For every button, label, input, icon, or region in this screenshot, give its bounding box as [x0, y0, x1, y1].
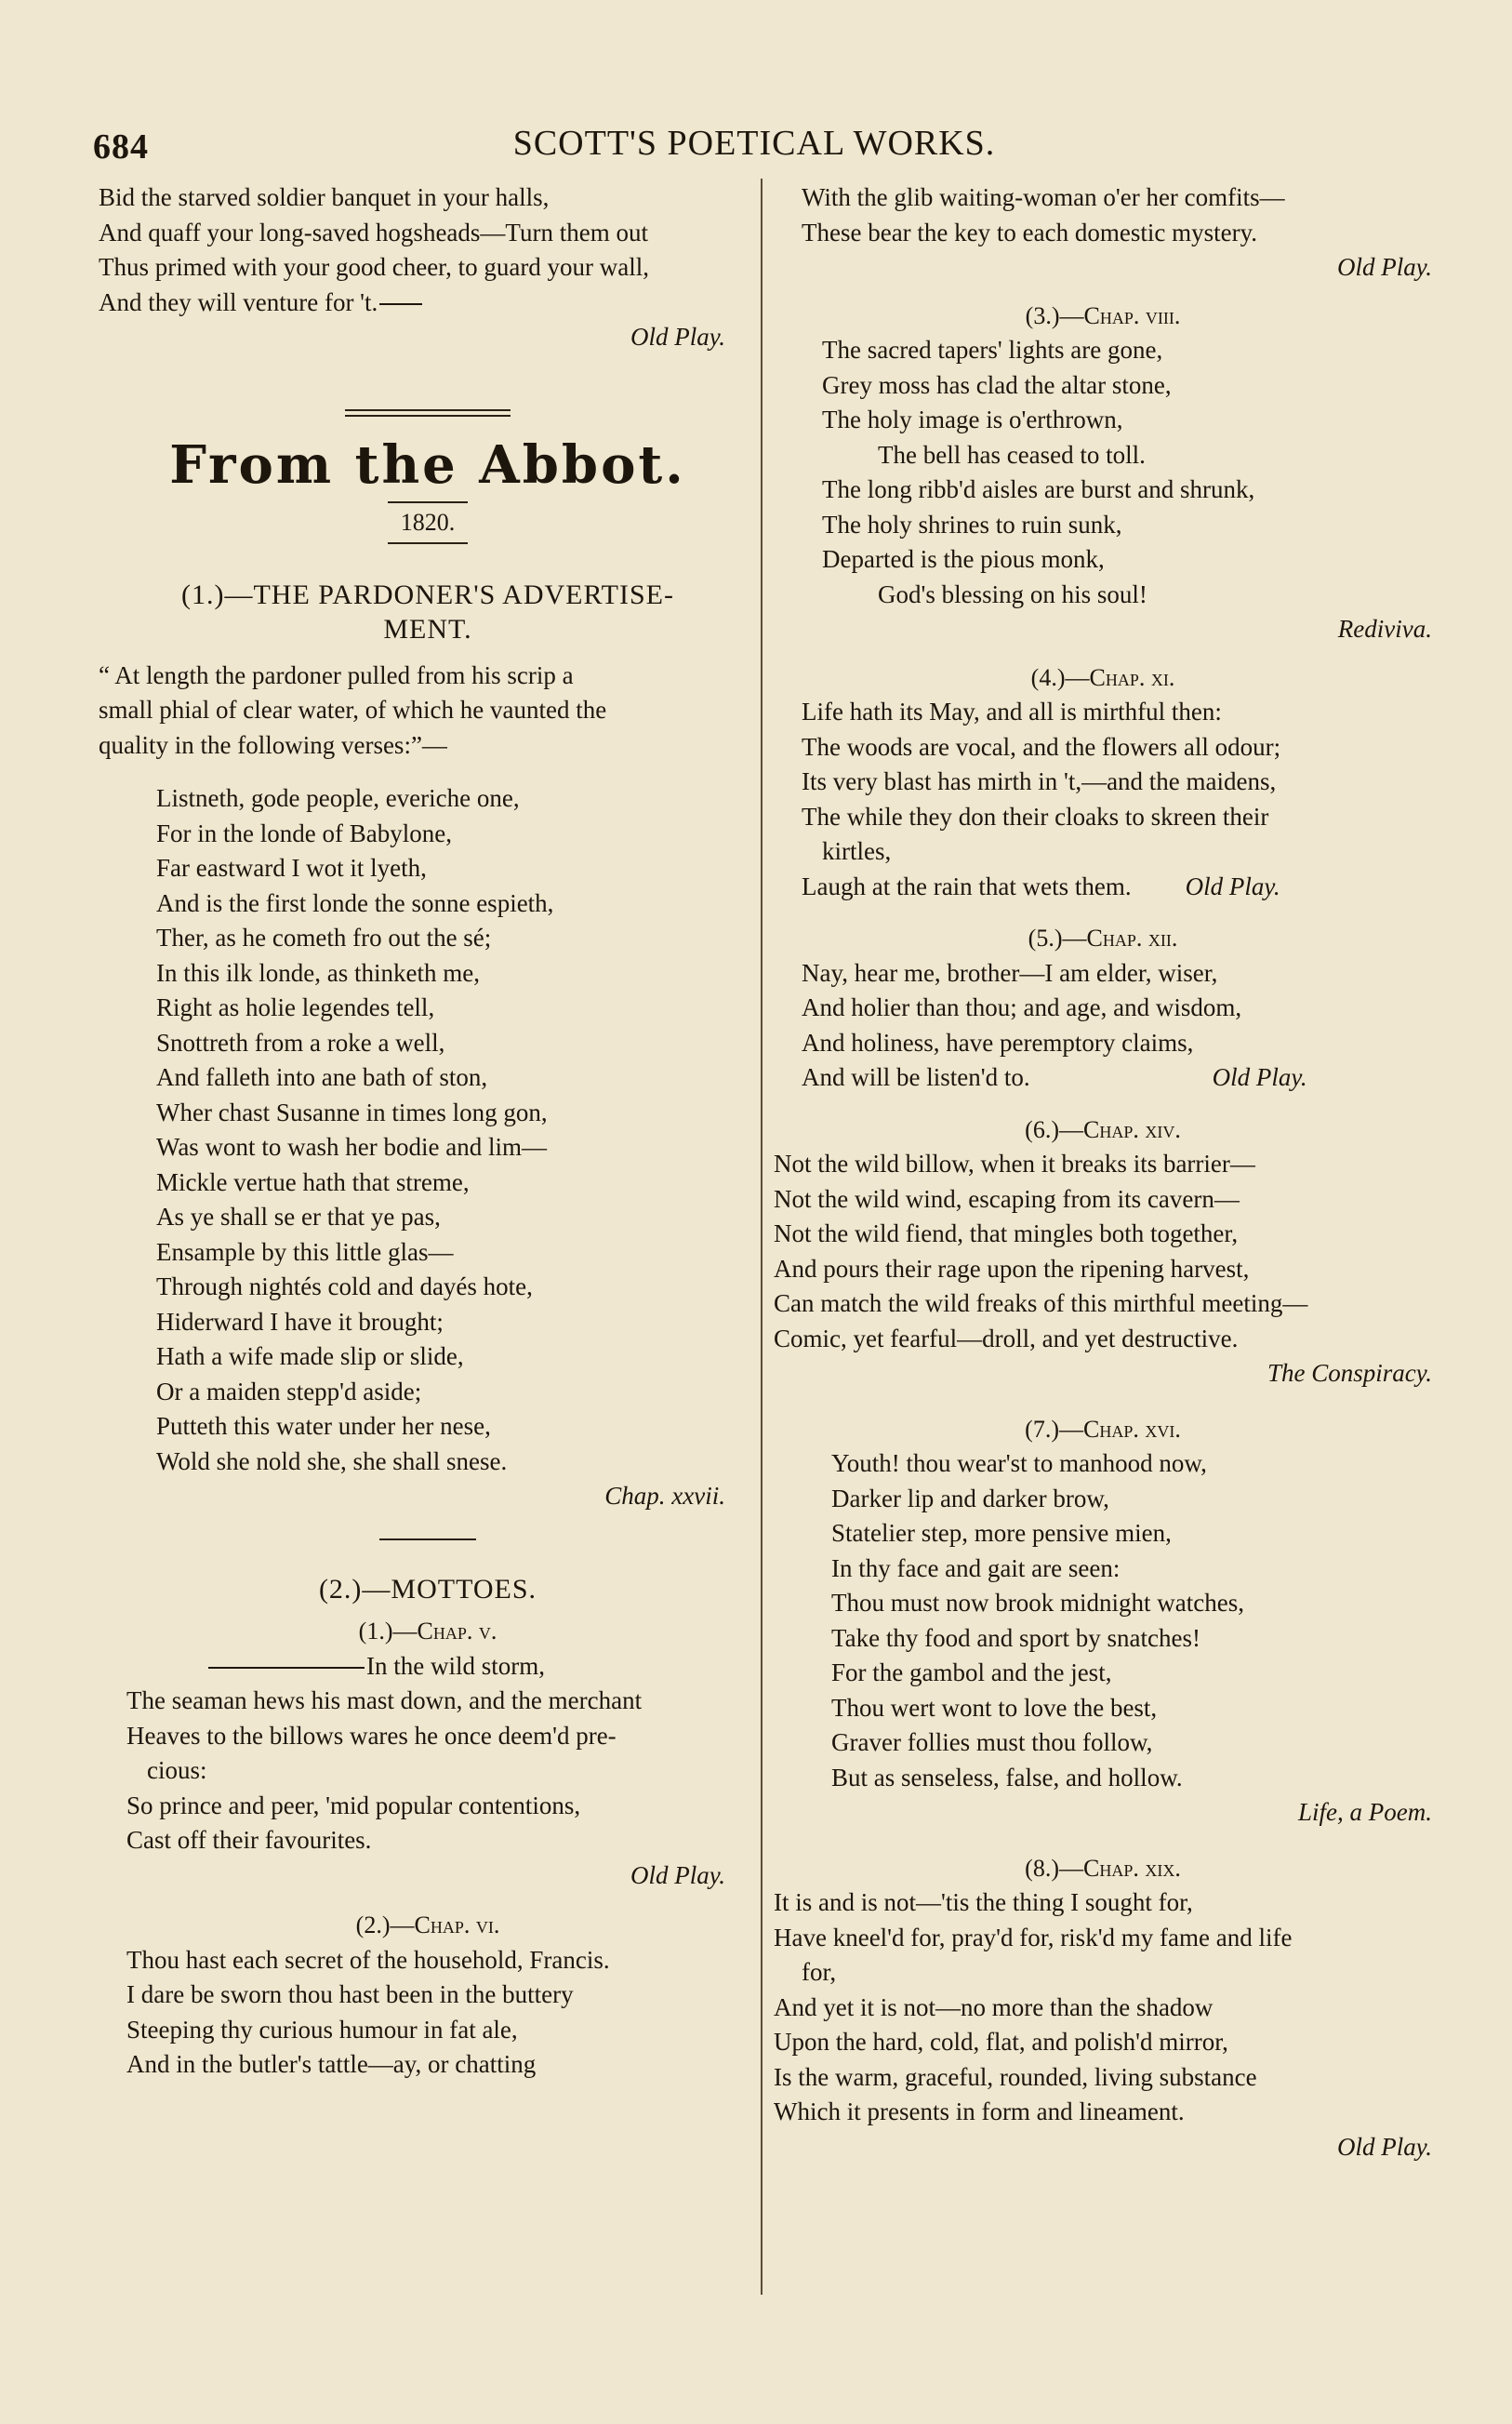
verse-line: These bear the key to each domestic mystery. [802, 218, 1258, 246]
verse-line: The long ribb'd aisles are burst and shrunk, [822, 475, 1255, 503]
verse-line: Cast off their favourites. [126, 1826, 372, 1854]
verse-line: And is the first londe the sonne espieth, [156, 888, 554, 917]
verse-line [774, 870, 1432, 905]
verse-line: And in the butler's tattle—ay, or chatting [126, 2050, 537, 2078]
verse-line: Have kneel'd for, pray'd for, risk'd my fame and life [774, 1923, 1293, 1951]
verse-line: The while they don their cloaks to skreen their [802, 802, 1269, 831]
verse-line: for, [802, 1958, 837, 1986]
verse-line: Graver follies must thou follow, [831, 1728, 1153, 1756]
verse-text: Laugh at the rain that wets them. [802, 872, 1132, 900]
verse-line: Grey moss has clad the altar stone, [822, 370, 1172, 399]
source-attribution: The Conspiracy. [1267, 1359, 1432, 1387]
verse-line: Snottreth from a roke a well, [156, 1028, 445, 1057]
source-attribution: Old Play. [1212, 1063, 1307, 1091]
running-title: SCOTT'S POETICAL WORKS. [512, 124, 996, 163]
prose-line: “ At length the pardoner pulled from his scrip a [99, 660, 574, 689]
verse-line: It is and is not—'tis the thing I sought for, [774, 1888, 1193, 1916]
pardoner-heading: (1.)—THE PARDONER'S ADVERTISE- [180, 579, 674, 610]
verse-line: And yet it is not—no more than the shadow [774, 1992, 1214, 2021]
motto-label [774, 1412, 1432, 1447]
motto-label [99, 1614, 757, 1649]
verse-line: And quaff your long-saved hogsheads—Turn them out [99, 218, 648, 246]
source-attribution: Life, a Poem. [1298, 1798, 1432, 1826]
verse-line: Which it presents in form and lineament. [774, 2098, 1185, 2125]
verse-line: God's blessing on his soul! [878, 579, 1147, 608]
verse-line: The bell has ceased to toll. [878, 440, 1146, 469]
verse-line: And holier than thou; and age, and wisdom, [802, 993, 1242, 1021]
verse-line: The woods are vocal, and the flowers all odour; [802, 732, 1281, 761]
source-attribution: Chap. xxvii. [604, 1482, 725, 1510]
verse-line: Statelier step, more pensive mien, [831, 1519, 1172, 1547]
running-header [89, 123, 1419, 167]
verse-line: Not the wild wind, escaping from its cavern— [774, 1184, 1240, 1213]
verse-line: Putteth this water under her nese, [156, 1412, 491, 1440]
verse-line: Not the wild fiend, that mingles both together, [774, 1219, 1239, 1247]
mottoes-heading: (2.)—MOTTOES. [318, 1573, 537, 1605]
year-text: 1820. [388, 501, 469, 544]
motto-label-text: (1.)—Chap. v. [358, 1618, 497, 1645]
verse-line: Was wont to wash her bodie and lim— [156, 1133, 548, 1161]
left-column [99, 180, 757, 2083]
source-attribution: Old Play. [1185, 872, 1280, 900]
motto-label-text: (5.)—Chap. xii. [1028, 925, 1178, 952]
verse-line: Upon the hard, cold, flat, and polish'd mirror, [774, 2028, 1228, 2056]
verse-line: Or a maiden stepp'd aside; [156, 1377, 422, 1405]
verse-line: Ensample by this little glas— [156, 1237, 454, 1266]
verse-line: Ther, as he cometh fro out the sé; [156, 924, 492, 952]
verse-line: And pours their rage upon the ripening harvest, [774, 1254, 1250, 1283]
verse-line: Thou hast each secret of the household, Francis. [126, 1945, 610, 1974]
column-divider [761, 179, 763, 2295]
verse-line: Not the wild billow, when it breaks its barrier— [774, 1150, 1255, 1178]
verse-text: In the wild storm, [366, 1651, 545, 1680]
motto-label [774, 921, 1432, 956]
verse-line: Its very blast has mirth in 't,—and the maidens, [802, 767, 1277, 795]
motto-label-text: (7.)—Chap. xvi. [1025, 1415, 1181, 1443]
verse-line: Take thy food and sport by snatches! [831, 1623, 1201, 1652]
verse-line: Hiderward I have it brought; [156, 1307, 444, 1336]
verse-line: Bid the starved soldier banquet in your halls, [99, 183, 550, 211]
verse-line: The sacred tapers' lights are gone, [822, 336, 1163, 364]
verse-line: Mickle vertue hath that streme, [156, 1167, 470, 1196]
verse-line: In thy face and gait are seen: [831, 1553, 1121, 1582]
verse-line: Thou must now brook midnight watches, [831, 1589, 1244, 1617]
pardoner-heading-cont: MENT. [383, 614, 472, 645]
verse-line: In this ilk londe, as thinketh me, [156, 958, 480, 987]
source-attribution: Old Play. [630, 323, 725, 351]
prose-line: small phial of clear water, of which he vaunted the [99, 696, 607, 724]
verse-line: Heaves to the billows wares he once deem'd pre- [126, 1721, 617, 1750]
verse-line: For in the londe of Babylone, [156, 819, 452, 847]
verse-line: But as senseless, false, and hollow. [831, 1763, 1183, 1791]
motto-label [774, 1851, 1432, 1886]
verse-line: cious: [147, 1756, 207, 1784]
verse-line: Youth! thou wear'st to manhood now, [831, 1449, 1207, 1477]
verse-line: Listneth, gode people, everiche one, [156, 784, 520, 812]
verse-line [99, 1649, 757, 1685]
verse-line: For the gambol and the jest, [831, 1658, 1112, 1686]
verse-line: Hath a wife made slip or slide, [156, 1342, 464, 1370]
year-label [99, 501, 757, 544]
verse-text: And they will venture for 't. [99, 287, 378, 316]
verse-line: Darker lip and darker brow, [831, 1484, 1109, 1512]
verse-line: Life hath its May, and all is mirthful then: [802, 698, 1222, 726]
verse-line: Through nightés cold and dayés hote, [156, 1272, 533, 1300]
lead-dash [208, 1667, 365, 1669]
verse-line: Nay, hear me, brother—I am elder, wiser, [802, 958, 1218, 987]
verse-line: Right as holie legendes tell, [156, 993, 435, 1021]
right-column [774, 180, 1432, 2164]
verse-line [99, 286, 757, 321]
verse-line: The holy shrines to ruin sunk, [822, 510, 1122, 539]
verse-line: Departed is the pious monk, [822, 545, 1105, 573]
motto-label-text: (2.)—Chap. vi. [355, 1911, 500, 1938]
verse-line: Comic, yet fearful—droll, and yet destructive. [774, 1324, 1239, 1352]
motto-label-text: (8.)—Chap. xix. [1025, 1854, 1181, 1882]
verse-line [774, 1060, 1432, 1096]
verse-line: Wold she nold she, she shall snese. [156, 1446, 508, 1475]
section-title: From the Abbot. [169, 433, 686, 496]
verse-line: And falleth into ane bath of ston, [156, 1063, 488, 1091]
source-attribution: Rediviva. [1337, 615, 1432, 643]
section-rule [345, 415, 511, 417]
source-attribution: Old Play. [1337, 2132, 1432, 2161]
source-attribution: Old Play. [1337, 253, 1432, 281]
motto-label-text: (3.)—Chap. viii. [1025, 301, 1181, 329]
verse-line: Is the warm, graceful, rounded, living substance [774, 2062, 1257, 2091]
verse-line: Far eastward I wot it lyeth, [156, 854, 427, 882]
motto-label [774, 1112, 1432, 1148]
verse-line: Thou wert wont to love the best, [831, 1693, 1158, 1722]
verse-line: The seaman hews his mast down, and the merchant [126, 1686, 643, 1714]
motto-label [774, 660, 1432, 696]
motto-label-text: (6.)—Chap. xiv. [1025, 1115, 1181, 1143]
verse-line: So prince and peer, 'mid popular contentions, [126, 1791, 581, 1819]
prose-line: quality in the following verses:”— [99, 730, 447, 759]
verse-line: Can match the wild freaks of this mirthful meeting— [774, 1289, 1308, 1317]
motto-label [99, 1908, 757, 1943]
verse-line: As ye shall se er that ye pas, [156, 1203, 441, 1231]
source-attribution: Old Play. [630, 1860, 725, 1889]
verse-line: The holy image is o'erthrown, [822, 406, 1123, 433]
verse-line: And holiness, have peremptory claims, [802, 1028, 1194, 1057]
motto-label [774, 299, 1432, 334]
verse-line: kirtles, [822, 837, 892, 865]
verse-line: Steeping thy curious humour in fat ale, [126, 2015, 518, 2044]
pardoner-poem [99, 781, 757, 1479]
verse-line: With the glib waiting-woman o'er her comfits— [802, 183, 1285, 211]
page-number: 684 [93, 127, 149, 166]
verse-line: Thus primed with your good cheer, to guard your wall, [99, 253, 650, 281]
verse-line: I dare be sworn thou hast been in the buttery [126, 1980, 574, 2008]
verse-text: And will be listen'd to. [802, 1063, 1030, 1091]
verse-line: Wher chast Susanne in times long gon, [156, 1098, 548, 1126]
break-dash [379, 303, 422, 305]
motto-label-text: (4.)—Chap. xi. [1030, 663, 1175, 691]
